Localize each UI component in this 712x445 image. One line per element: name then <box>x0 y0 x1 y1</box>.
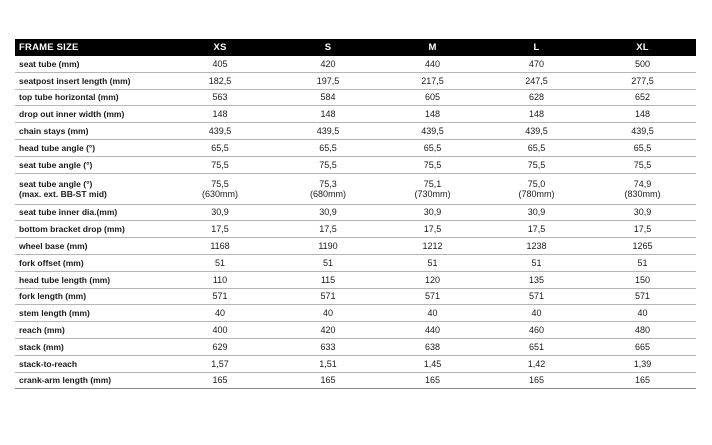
table-cell <box>589 305 696 322</box>
table-cell <box>484 271 589 288</box>
table-cell <box>589 89 696 106</box>
table-row <box>15 204 696 221</box>
cell-value: 629 <box>212 341 228 352</box>
cell-value: 197,5 <box>316 75 340 86</box>
cell-value: 75,1 <box>423 178 442 189</box>
cell-value: 605 <box>424 92 441 103</box>
table-cell <box>165 204 275 221</box>
table-cell <box>165 221 275 238</box>
table-cell <box>165 271 275 288</box>
cell-value: 17,5 <box>211 224 229 235</box>
row-label-text: drop out inner width (mm) <box>19 109 125 120</box>
size-header-s: S <box>275 39 381 56</box>
table-cell <box>275 238 381 255</box>
cell-value: 1238 <box>526 241 547 252</box>
row-label <box>15 355 165 372</box>
table-cell <box>165 89 275 106</box>
row-label-text: stem length (mm) <box>19 308 90 319</box>
row-label <box>15 254 165 271</box>
cell-value: 563 <box>212 92 228 103</box>
cell-value: 420 <box>320 58 336 69</box>
table-cell <box>589 288 696 305</box>
table-cell <box>165 173 275 204</box>
cell-value: 40 <box>322 308 333 319</box>
table-cell <box>275 372 381 389</box>
table-cell <box>484 238 589 255</box>
table-body <box>15 56 696 389</box>
table-cell <box>165 305 275 322</box>
table-cell <box>165 72 275 89</box>
cell-value: 51 <box>214 257 225 268</box>
table-cell <box>275 89 381 106</box>
cell-value: 217,5 <box>421 75 444 86</box>
cell-value: 638 <box>424 341 441 352</box>
cell-value: 1265 <box>632 241 653 252</box>
cell-value: 148 <box>528 109 545 120</box>
cell-value: 17,5 <box>527 224 546 235</box>
cell-value: 148 <box>212 109 228 120</box>
table-cell <box>484 56 589 72</box>
cell-value: 135 <box>528 274 545 285</box>
cell-value: 1212 <box>422 241 443 252</box>
row-label-text: seat tube (mm) <box>19 58 80 69</box>
table-cell <box>589 123 696 140</box>
row-label <box>15 204 165 221</box>
table-cell <box>381 72 484 89</box>
table-cell <box>589 139 696 156</box>
table-cell <box>589 322 696 339</box>
table-row <box>15 173 696 204</box>
cell-value: 500 <box>634 58 651 69</box>
table-cell <box>381 106 484 123</box>
cell-subvalue: (630mm) <box>201 188 238 199</box>
table-row <box>15 156 696 173</box>
cell-value: 277,5 <box>631 75 654 86</box>
table-cell <box>381 338 484 355</box>
cell-value: 400 <box>212 325 228 336</box>
cell-value: 51 <box>531 257 542 268</box>
cell-value: 65,5 <box>527 142 546 153</box>
table-cell <box>589 204 696 221</box>
table-cell <box>381 238 484 255</box>
cell-value: 405 <box>212 58 228 69</box>
table-row <box>15 89 696 106</box>
cell-value: 439,5 <box>631 126 654 137</box>
row-label <box>15 221 165 238</box>
cell-value: 40 <box>214 308 225 319</box>
table-row <box>15 305 696 322</box>
table-row <box>15 288 696 305</box>
cell-value: 17,5 <box>423 224 442 235</box>
row-label-text: stack-to-reach <box>19 358 78 369</box>
cell-value: 30,9 <box>211 207 229 218</box>
size-header-m: M <box>381 39 484 56</box>
table-row <box>15 254 696 271</box>
table-cell <box>381 56 484 72</box>
table-cell <box>484 305 589 322</box>
cell-value: 584 <box>320 92 336 103</box>
row-label <box>15 106 165 123</box>
row-label-text: seat tube angle (°) <box>19 159 93 170</box>
cell-value: 628 <box>528 92 545 103</box>
cell-value: 65,5 <box>211 142 229 153</box>
table-cell <box>484 173 589 204</box>
table-cell <box>275 322 381 339</box>
cell-value: 1,42 <box>527 358 546 369</box>
table-cell <box>589 173 696 204</box>
table-cell <box>275 338 381 355</box>
cell-value: 665 <box>634 341 651 352</box>
cell-value: 1,57 <box>211 358 229 369</box>
cell-value: 460 <box>528 325 545 336</box>
cell-value: 1,45 <box>423 358 442 369</box>
cell-value: 30,9 <box>319 207 337 218</box>
row-label <box>15 238 165 255</box>
cell-value: 75,5 <box>319 159 337 170</box>
table-cell <box>589 271 696 288</box>
cell-value: 165 <box>634 375 651 386</box>
table-cell <box>381 288 484 305</box>
row-label-text: bottom bracket drop (mm) <box>19 224 125 235</box>
cell-value: 652 <box>634 92 651 103</box>
table-cell <box>484 221 589 238</box>
cell-subvalue: (780mm) <box>518 188 555 199</box>
row-label-text: seatpost insert length (mm) <box>19 75 131 86</box>
table-cell <box>589 372 696 389</box>
cell-value: 30,9 <box>633 207 652 218</box>
row-label-text: head tube angle (°) <box>19 142 96 153</box>
cell-value: 150 <box>634 274 651 285</box>
table-cell <box>381 139 484 156</box>
geometry-table <box>15 39 696 389</box>
table-cell <box>165 355 275 372</box>
size-header-xl: XL <box>589 39 696 56</box>
cell-value: 75,3 <box>319 178 337 189</box>
cell-value: 17,5 <box>633 224 652 235</box>
cell-value: 571 <box>320 291 336 302</box>
cell-value: 165 <box>528 375 545 386</box>
row-label-text: fork length (mm) <box>19 291 87 302</box>
table-cell <box>484 355 589 372</box>
table-cell <box>165 139 275 156</box>
cell-value: 571 <box>634 291 651 302</box>
row-label <box>15 156 165 173</box>
cell-value: 480 <box>634 325 651 336</box>
table-cell <box>275 156 381 173</box>
table-row <box>15 322 696 339</box>
row-label-text: head tube length (mm) <box>19 274 111 285</box>
row-label <box>15 89 165 106</box>
cell-value: 420 <box>320 325 336 336</box>
row-label <box>15 322 165 339</box>
row-label-text: crank-arm length (mm) <box>19 375 112 386</box>
cell-value: 75,5 <box>211 178 229 189</box>
table-cell <box>381 271 484 288</box>
cell-value: 51 <box>427 257 438 268</box>
cell-value: 75,5 <box>633 159 652 170</box>
cell-value: 65,5 <box>633 142 652 153</box>
cell-value: 470 <box>528 58 545 69</box>
row-label <box>15 173 165 204</box>
table-cell <box>381 254 484 271</box>
cell-value: 30,9 <box>527 207 546 218</box>
table-cell <box>165 123 275 140</box>
table-cell <box>275 254 381 271</box>
row-label-text: seat tube angle (°) <box>19 178 93 189</box>
cell-subvalue: (730mm) <box>414 188 451 199</box>
table-cell <box>484 322 589 339</box>
table-cell <box>165 106 275 123</box>
row-label <box>15 271 165 288</box>
cell-value: 440 <box>424 58 441 69</box>
table-cell <box>275 288 381 305</box>
cell-value: 51 <box>637 257 648 268</box>
table-row <box>15 271 696 288</box>
cell-value: 74,9 <box>633 178 652 189</box>
table-cell <box>589 156 696 173</box>
table-cell <box>381 204 484 221</box>
cell-value: 165 <box>320 375 336 386</box>
cell-value: 75,0 <box>527 178 546 189</box>
cell-value: 51 <box>322 257 333 268</box>
table-cell <box>275 221 381 238</box>
row-label-text: reach (mm) <box>19 325 65 336</box>
table-cell <box>484 89 589 106</box>
row-label <box>15 56 165 72</box>
table-cell <box>484 156 589 173</box>
cell-value: 571 <box>212 291 228 302</box>
cell-value: 439,5 <box>316 126 340 137</box>
row-label <box>15 305 165 322</box>
table-cell <box>484 372 589 389</box>
table-cell <box>165 288 275 305</box>
table-cell <box>381 372 484 389</box>
cell-value: 1168 <box>210 241 230 252</box>
row-label-text: top tube horizontal (mm) <box>19 92 119 103</box>
cell-value: 440 <box>424 325 441 336</box>
cell-value: 40 <box>637 308 648 319</box>
table-cell <box>165 254 275 271</box>
cell-value: 633 <box>320 341 336 352</box>
table-cell <box>381 123 484 140</box>
cell-value: 1190 <box>318 241 338 252</box>
table-cell <box>165 238 275 255</box>
cell-value: 115 <box>320 274 336 285</box>
cell-value: 439,5 <box>208 126 232 137</box>
cell-value: 110 <box>212 274 228 285</box>
cell-value: 439,5 <box>421 126 444 137</box>
size-header-xs: XS <box>165 39 275 56</box>
table-row <box>15 123 696 140</box>
cell-value: 571 <box>424 291 441 302</box>
table-cell <box>589 56 696 72</box>
cell-value: 40 <box>427 308 438 319</box>
cell-value: 30,9 <box>423 207 442 218</box>
table-cell <box>484 123 589 140</box>
cell-value: 165 <box>424 375 441 386</box>
table-row <box>15 338 696 355</box>
cell-value: 75,5 <box>527 159 546 170</box>
table-row <box>15 72 696 89</box>
table-cell <box>165 372 275 389</box>
cell-value: 651 <box>528 341 545 352</box>
table-cell <box>165 156 275 173</box>
table-cell <box>275 56 381 72</box>
table-cell <box>275 355 381 372</box>
row-label-subtext: (max. ext. BB-ST mid) <box>19 188 107 199</box>
cell-value: 165 <box>212 375 228 386</box>
table-cell <box>589 72 696 89</box>
row-label-text: fork offset (mm) <box>19 257 84 268</box>
table-row <box>15 106 696 123</box>
cell-value: 148 <box>320 109 336 120</box>
size-header-l: L <box>484 39 589 56</box>
cell-value: 75,5 <box>211 159 229 170</box>
row-label <box>15 139 165 156</box>
row-label-text: stack (mm) <box>19 341 64 352</box>
table-cell <box>381 173 484 204</box>
table-cell <box>381 322 484 339</box>
cell-value: 40 <box>531 308 542 319</box>
row-label-text: chain stays (mm) <box>19 126 89 137</box>
cell-value: 571 <box>528 291 545 302</box>
table-cell <box>381 355 484 372</box>
table-cell <box>275 305 381 322</box>
cell-value: 148 <box>634 109 651 120</box>
table-cell <box>381 305 484 322</box>
table-cell <box>484 338 589 355</box>
table-cell <box>484 254 589 271</box>
cell-value: 75,5 <box>423 159 442 170</box>
cell-value: 17,5 <box>319 224 337 235</box>
table-cell <box>589 238 696 255</box>
cell-value: 182,5 <box>208 75 232 86</box>
table-cell <box>275 139 381 156</box>
row-label <box>15 288 165 305</box>
table-cell <box>275 123 381 140</box>
cell-subvalue: (680mm) <box>309 188 346 199</box>
header-row <box>15 39 696 56</box>
row-label <box>15 123 165 140</box>
table-row <box>15 221 696 238</box>
table-cell <box>275 72 381 89</box>
table-cell <box>275 173 381 204</box>
cell-value: 65,5 <box>319 142 337 153</box>
table-row <box>15 372 696 389</box>
frame-size-header: FRAME SIZE <box>15 39 165 56</box>
table-cell <box>275 204 381 221</box>
cell-value: 120 <box>424 274 441 285</box>
table-cell <box>589 221 696 238</box>
table-cell <box>484 72 589 89</box>
table-row <box>15 238 696 255</box>
table-cell <box>275 271 381 288</box>
cell-value: 148 <box>424 109 441 120</box>
cell-value: 247,5 <box>525 75 548 86</box>
table-cell <box>275 106 381 123</box>
table-cell <box>484 204 589 221</box>
cell-value: 1,51 <box>319 358 337 369</box>
table-cell <box>381 156 484 173</box>
cell-value: 439,5 <box>525 126 548 137</box>
table-cell <box>484 139 589 156</box>
table-row <box>15 355 696 372</box>
table-cell <box>589 355 696 372</box>
table-cell <box>589 254 696 271</box>
table-cell <box>165 56 275 72</box>
row-label-text: wheel base (mm) <box>19 241 88 252</box>
table-cell <box>589 338 696 355</box>
table-row <box>15 139 696 156</box>
table-cell <box>484 106 589 123</box>
table-cell <box>165 338 275 355</box>
table-row <box>15 56 696 72</box>
table-cell <box>589 106 696 123</box>
cell-subvalue: (830mm) <box>624 188 661 199</box>
row-label <box>15 72 165 89</box>
cell-value: 65,5 <box>423 142 442 153</box>
table-cell <box>381 89 484 106</box>
cell-value: 1,39 <box>633 358 652 369</box>
table-cell <box>484 288 589 305</box>
row-label <box>15 338 165 355</box>
row-label-text: seat tube inner dia.(mm) <box>19 207 118 218</box>
table-cell <box>165 322 275 339</box>
table-cell <box>381 221 484 238</box>
row-label <box>15 372 165 389</box>
